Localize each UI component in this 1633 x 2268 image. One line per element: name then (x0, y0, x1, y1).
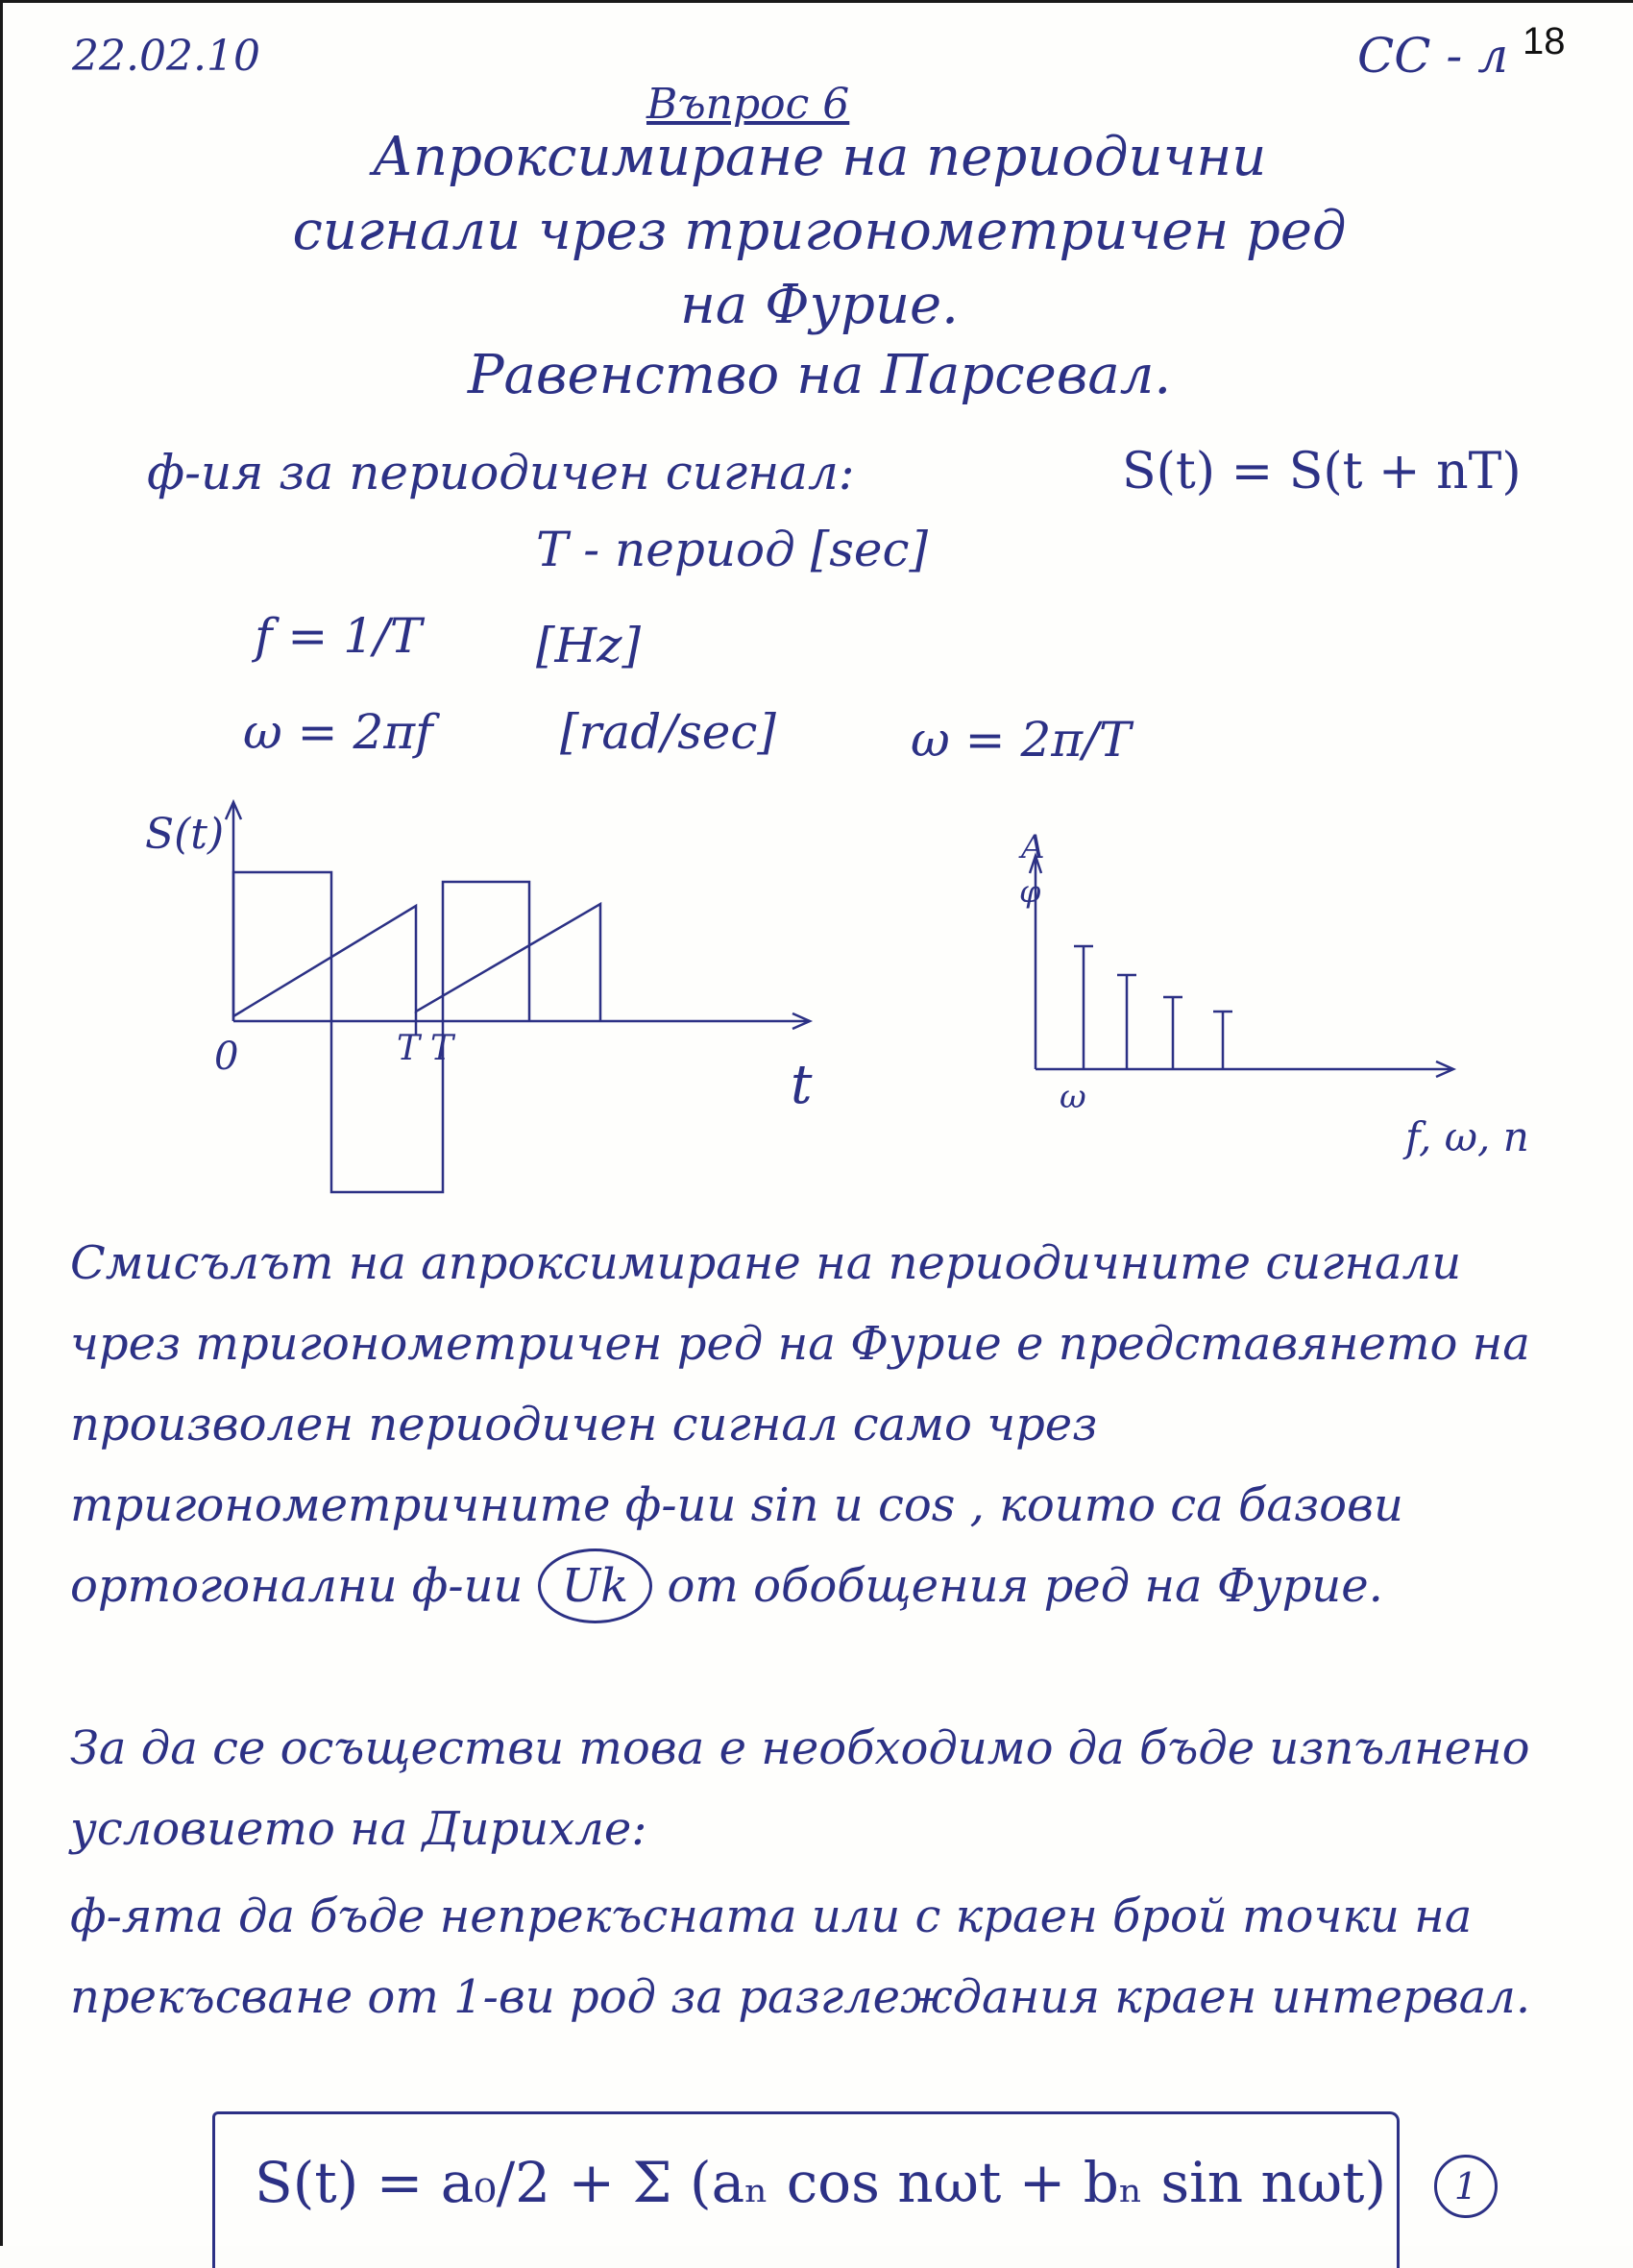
course-code: CC - л (1357, 28, 1509, 84)
signal-tick-label-1: T (397, 1029, 421, 1068)
equation-number: 1 (1434, 2155, 1498, 2218)
title-line-1: Апроксимиране на периодични (372, 126, 1267, 188)
period-text: T - период [sec] (536, 522, 928, 577)
signal-origin-label: 0 (214, 1035, 239, 1079)
title-line-4: Равенство на Парсевал. (467, 344, 1172, 406)
signal-sketch (137, 791, 867, 1204)
page-number: 18 (1523, 20, 1566, 62)
paragraph-meaning-end: от обобщения ред на Фурие. (667, 1559, 1383, 1613)
frequency-unit: [Hz] (536, 618, 641, 673)
date: 22.02.10 (72, 32, 260, 81)
paragraph-meaning (70, 1223, 1569, 1626)
question-label: Въпрос 6 (646, 80, 850, 129)
paragraph-dirichlet: За да се осъществи това е необходимо да бъде изпълнено условието на Дирихле: (70, 1721, 1530, 1856)
sawtooth-wave (233, 904, 600, 1021)
signal-y-label: S(t) (145, 810, 225, 859)
frequency-formula: f = 1/T (255, 608, 423, 664)
periodic-signal-formula: S(t) = S(t + nT) (1122, 443, 1522, 500)
title-line-3: на Фурие. (680, 274, 959, 336)
periodic-signal-label: ф-ия за периодичен сигнал: (147, 445, 855, 500)
spectrum-tick-label: ω (1060, 1078, 1086, 1116)
signal-x-label: t (791, 1054, 813, 1116)
spectrum-sketch (1002, 819, 1578, 1194)
spectrum-y-label-bottom: φ (1019, 873, 1041, 910)
omega-formula: ω = 2πf (243, 704, 433, 760)
title-line-2: сигнали чрез тригонометричен ред (292, 200, 1347, 262)
square-wave (233, 872, 529, 1192)
spectrum-x-label: f, ω, n (1405, 1113, 1529, 1160)
signal-tick-label-2: T (430, 1029, 454, 1068)
fourier-formula: S(t) = a₀/2 + Σ (aₙ cos nωt + bₙ sin nωt) (255, 2150, 1387, 2215)
spectrum-y-label-top: A (1021, 828, 1045, 866)
omega-unit: [rad/sec] (560, 704, 776, 760)
paragraph-condition: ф-ята да бъде непрекъсната или с краен брой точки на прекъсване от 1-ви род за разглеждания краен интервал. (70, 1890, 1531, 2024)
circled-uk: Uk (538, 1549, 653, 1623)
paragraph-meaning-text: Смисълът на апроксимиране на периодичните сигнали чрез тригонометричен ред на Фурие е представянето на произволен периодичен сигнал само чрез тригонометричните ф-ии sin и cos , които са базови ортогонални ф-ии (70, 1236, 1530, 1613)
omega-alt-formula: ω = 2π/T (911, 712, 1132, 768)
